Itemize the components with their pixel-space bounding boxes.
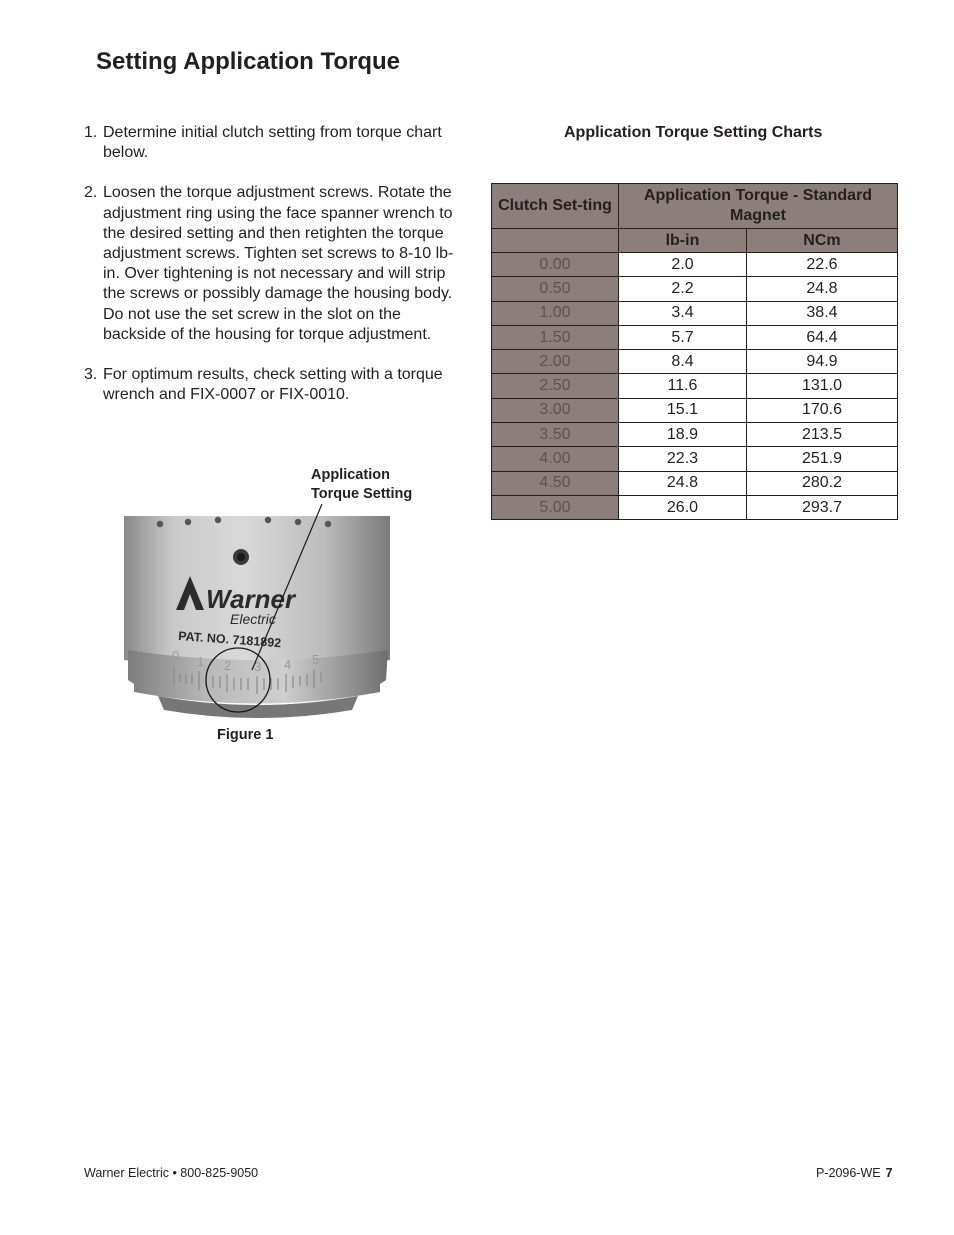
instruction-text: Loosen the torque adjustment screws. Rotate the adjustment ring using the face spanner wrench to the desired setting and then retighten the torque adjustment screws. Tighten set screws to 8-10 lb-in. Over tightening is not necessary and will strip the screws or possibly damage the housing body. Do not use the set screw in the slot on the backside of the housing for torque adjustment. — [103, 184, 454, 343]
svg-text:Electric: Electric — [230, 611, 276, 627]
instruction-number: 3. — [84, 366, 98, 384]
header-lbin: lb-in — [619, 229, 747, 253]
ncm-cell: 131.0 — [746, 374, 897, 398]
clutch-setting-cell: 4.00 — [492, 447, 619, 471]
torque-table — [491, 183, 898, 520]
clutch-setting-cell: 1.00 — [492, 301, 619, 325]
lbin-cell: 2.0 — [619, 253, 747, 277]
lbin-cell: 18.9 — [619, 423, 747, 447]
lbin-cell: 11.6 — [619, 374, 747, 398]
figure-callout-label — [311, 466, 412, 504]
table-row — [492, 325, 898, 349]
callout-line-1: Application — [311, 467, 390, 483]
ncm-cell: 64.4 — [746, 325, 897, 349]
svg-text:Warner: Warner — [206, 584, 296, 614]
table-row — [492, 398, 898, 422]
ncm-cell: 213.5 — [746, 423, 897, 447]
header-ncm: NCm — [746, 229, 897, 253]
clutch-setting-cell: 3.50 — [492, 423, 619, 447]
instruction-item — [84, 183, 454, 345]
svg-text:5: 5 — [312, 652, 320, 667]
instruction-text: Determine initial clutch setting from torque chart below. — [103, 124, 442, 162]
lbin-cell: 24.8 — [619, 471, 747, 495]
footer-doc-info — [816, 1166, 893, 1180]
table-row — [492, 471, 898, 495]
footer-page-number: 7 — [885, 1166, 893, 1180]
clutch-setting-cell: 1.50 — [492, 325, 619, 349]
svg-text:PAT. NO. 7181892: PAT. NO. 7181892 — [177, 629, 282, 651]
clutch-setting-cell: 5.00 — [492, 495, 619, 519]
table-row — [492, 374, 898, 398]
clutch-setting-cell: 0.00 — [492, 253, 619, 277]
footer-doc-number: P-2096-WE — [816, 1166, 881, 1180]
ncm-cell: 293.7 — [746, 495, 897, 519]
instruction-number: 2. — [84, 184, 98, 202]
instruction-list — [84, 123, 454, 425]
svg-text:0: 0 — [172, 648, 180, 663]
lbin-cell: 22.3 — [619, 447, 747, 471]
clutch-setting-cell: 0.50 — [492, 277, 619, 301]
instruction-number: 1. — [84, 124, 98, 141]
clutch-setting-cell: 2.00 — [492, 350, 619, 374]
clutch-setting-cell: 2.50 — [492, 374, 619, 398]
header-blank — [492, 229, 619, 253]
lbin-cell: 3.4 — [619, 301, 747, 325]
svg-text:4: 4 — [284, 657, 292, 672]
figure-caption: Figure 1 — [217, 727, 274, 743]
lbin-cell: 5.7 — [619, 325, 747, 349]
ncm-cell: 24.8 — [746, 277, 897, 301]
table-row — [492, 495, 898, 519]
table-row — [492, 350, 898, 374]
ncm-cell: 38.4 — [746, 301, 897, 325]
table-row — [492, 277, 898, 301]
chart-title: Application Torque Setting Charts — [564, 124, 823, 141]
lbin-cell: 26.0 — [619, 495, 747, 519]
callout-line-2: Torque Setting — [311, 486, 413, 502]
ncm-cell: 280.2 — [746, 471, 897, 495]
svg-text:3: 3 — [254, 659, 262, 674]
lbin-cell: 2.2 — [619, 277, 747, 301]
svg-text:1: 1 — [197, 654, 205, 669]
ncm-cell: 22.6 — [746, 253, 897, 277]
instruction-item — [84, 123, 454, 163]
instruction-text: For optimum results, check setting with a torque wrench and FIX-0007 or FIX-0010. — [103, 366, 443, 404]
ncm-cell: 251.9 — [746, 447, 897, 471]
svg-text:2: 2 — [224, 658, 232, 673]
header-application-torque: Application Torque - Standard Magnet — [619, 184, 898, 229]
lbin-cell: 15.1 — [619, 398, 747, 422]
header-clutch-setting: Clutch Set-ting — [492, 184, 619, 229]
lbin-cell: 8.4 — [619, 350, 747, 374]
ncm-cell: 170.6 — [746, 398, 897, 422]
table-row — [492, 301, 898, 325]
table-row — [492, 447, 898, 471]
clutch-setting-cell: 3.00 — [492, 398, 619, 422]
table-row — [492, 423, 898, 447]
clutch-photo — [118, 500, 398, 725]
clutch-setting-cell: 4.50 — [492, 471, 619, 495]
instruction-item — [84, 365, 454, 405]
table-row — [492, 253, 898, 277]
page-title: Setting Application Torque — [96, 48, 400, 75]
ncm-cell: 94.9 — [746, 350, 897, 374]
footer-company: Warner Electric • 800-825-9050 — [84, 1166, 259, 1180]
